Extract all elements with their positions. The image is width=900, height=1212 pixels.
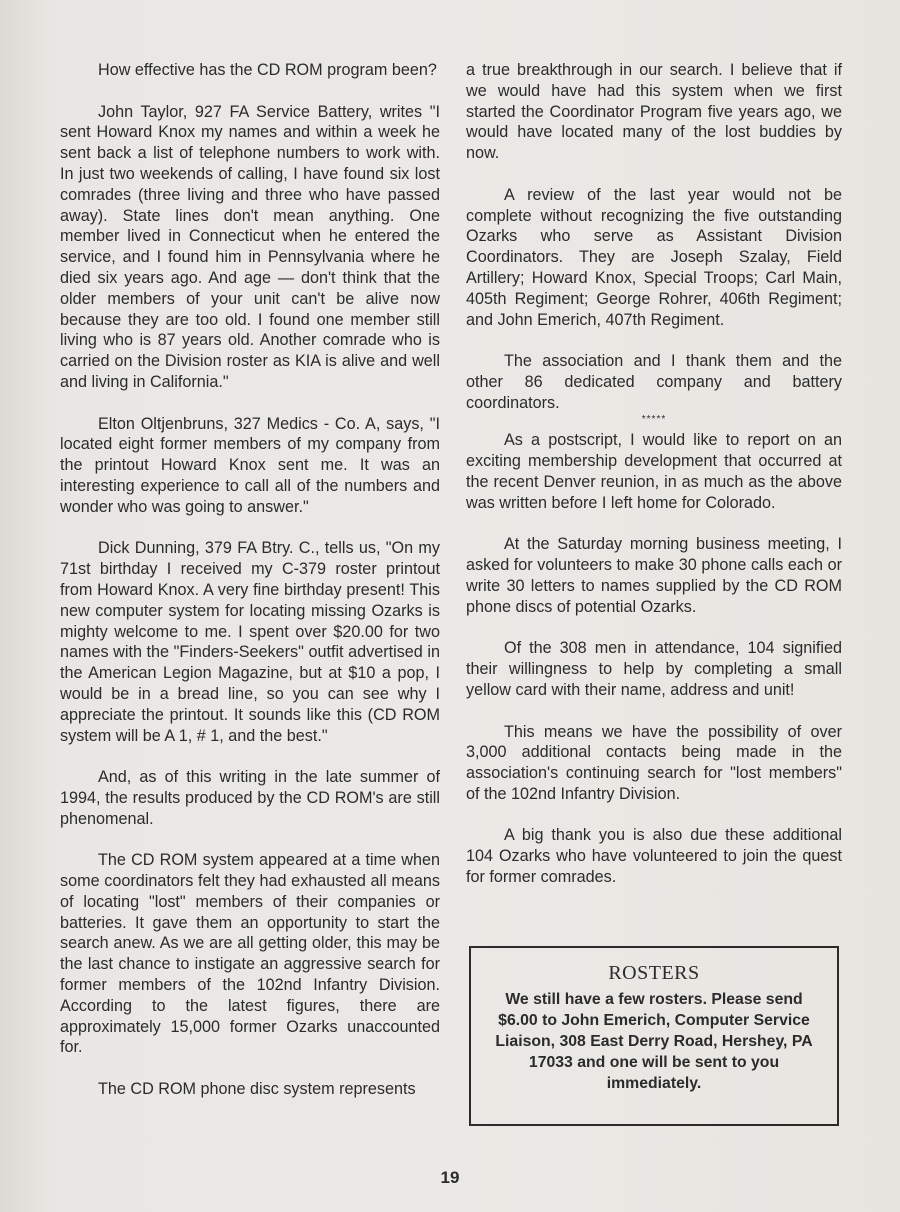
paragraph: John Taylor, 927 FA Service Battery, writes "I sent Howard Knox my names and within a week he sent back a list of telephone numbers to work with. In just two weekends of calling, I have found six lost comrades (three living and three who have passed away). State lines don't mean anything. One member lived in Connecticut when he entered the service, and I found him in Pennsylvania where he died six years ago. And age — don't think that the older members of your unit can't be alive now because they are too old. I found one member still living who is 87 years old. Another comrade who is carried on the Division roster as KIA is alive and well and living in California." bbox=[60, 102, 440, 391]
paragraph: A big thank you is also due these additional 104 Ozarks who have volunteered to join the quest for former comrades. bbox=[466, 826, 842, 887]
left-column bbox=[60, 60, 440, 1121]
paragraph-continuation: a true breakthrough in our search. I believe that if we would have had this system when we first started the Coordinator Program five years ago, we would have located many of the lost buddies by now. bbox=[466, 61, 842, 163]
paragraph: Dick Dunning, 379 FA Btry. C., tells us, "On my 71st birthday I received my C-379 roster printout from Howard Knox. A very fine birthday present! This new computer system for locating missing Ozarks is mighty welcome to me. I spent over $20.00 for two names with the "Finders-Seekers" outfit advertised in the American Legion Magazine, but at $10 a pop, I would be in a bread line, so you can see why I appreciate the printout. It sounds like this (CD ROM system will be A 1, # 1, and the best." bbox=[60, 539, 440, 745]
section-separator: ***** bbox=[641, 414, 667, 426]
paragraph: And, as of this writing in the late summer of 1994, the results produced by the CD ROM's are still phenomenal. bbox=[60, 768, 440, 828]
rosters-body: We still have a few rosters. Please send $6.00 to John Emerich, Computer Service Liaison, 308 East Derry Road, Hershey, PA 17033 and one will be sent to you immediately. bbox=[495, 991, 813, 1092]
paragraph: A review of the last year would not be complete without recognizing the five outstanding Ozarks who serve as Assistant Division Coordinators. They are Joseph Szalay, Field Artillery; Howard Knox, Special Troops; Carl Main, 405th Regiment; George Rohrer, 406th Regiment; and John Emerich, 407th Regiment. bbox=[466, 185, 842, 329]
paragraph: How effective has the CD ROM program been? bbox=[98, 61, 437, 79]
paragraph: The CD ROM phone disc system represents bbox=[98, 1080, 416, 1099]
rosters-notice-box bbox=[469, 946, 839, 1126]
paragraph: Elton Oltjenbruns, 327 Medics - Co. A, says, "I located eight former members of my company from the printout Howard Knox sent me. It was an interesting experience to call all of the numbers and wonder who was going to answer." bbox=[60, 414, 440, 516]
paragraph: As a postscript, I would like to report on an exciting membership development that occurred at the recent Denver reunion, in as much as the above was written before I left home for Colorado. bbox=[466, 431, 842, 512]
page-number: 19 bbox=[440, 1168, 460, 1187]
paragraph: Of the 308 men in attendance, 104 signified their willingness to help by completing a small yellow card with their name, address and unit! bbox=[466, 639, 842, 699]
paragraph: The association and I thank them and the other 86 dedicated company and battery coordinators. bbox=[466, 352, 842, 412]
paragraph: This means we have the possibility of over 3,000 additional contacts being made in the association's continuing search for "lost members" of the 102nd Infantry Division. bbox=[466, 722, 842, 803]
paragraph: The CD ROM system appeared at a time when some coordinators felt they had exhausted all means of locating "lost" members of their companies or batteries. It gave them an opportunity to start the search anew. As we are all getting older, this may be the last chance to instigate an aggressive search for former members of the 102nd Infantry Division. According to the latest figures, there are approximately 15,000 former Ozarks unaccounted for. bbox=[60, 851, 440, 1057]
right-column bbox=[466, 60, 842, 909]
rosters-title: ROSTERS bbox=[608, 962, 700, 984]
paragraph: At the Saturday morning business meeting, I asked for volunteers to make 30 phone calls each or write 30 letters to names supplied by the CD ROM phone discs of potential Ozarks. bbox=[466, 535, 842, 616]
